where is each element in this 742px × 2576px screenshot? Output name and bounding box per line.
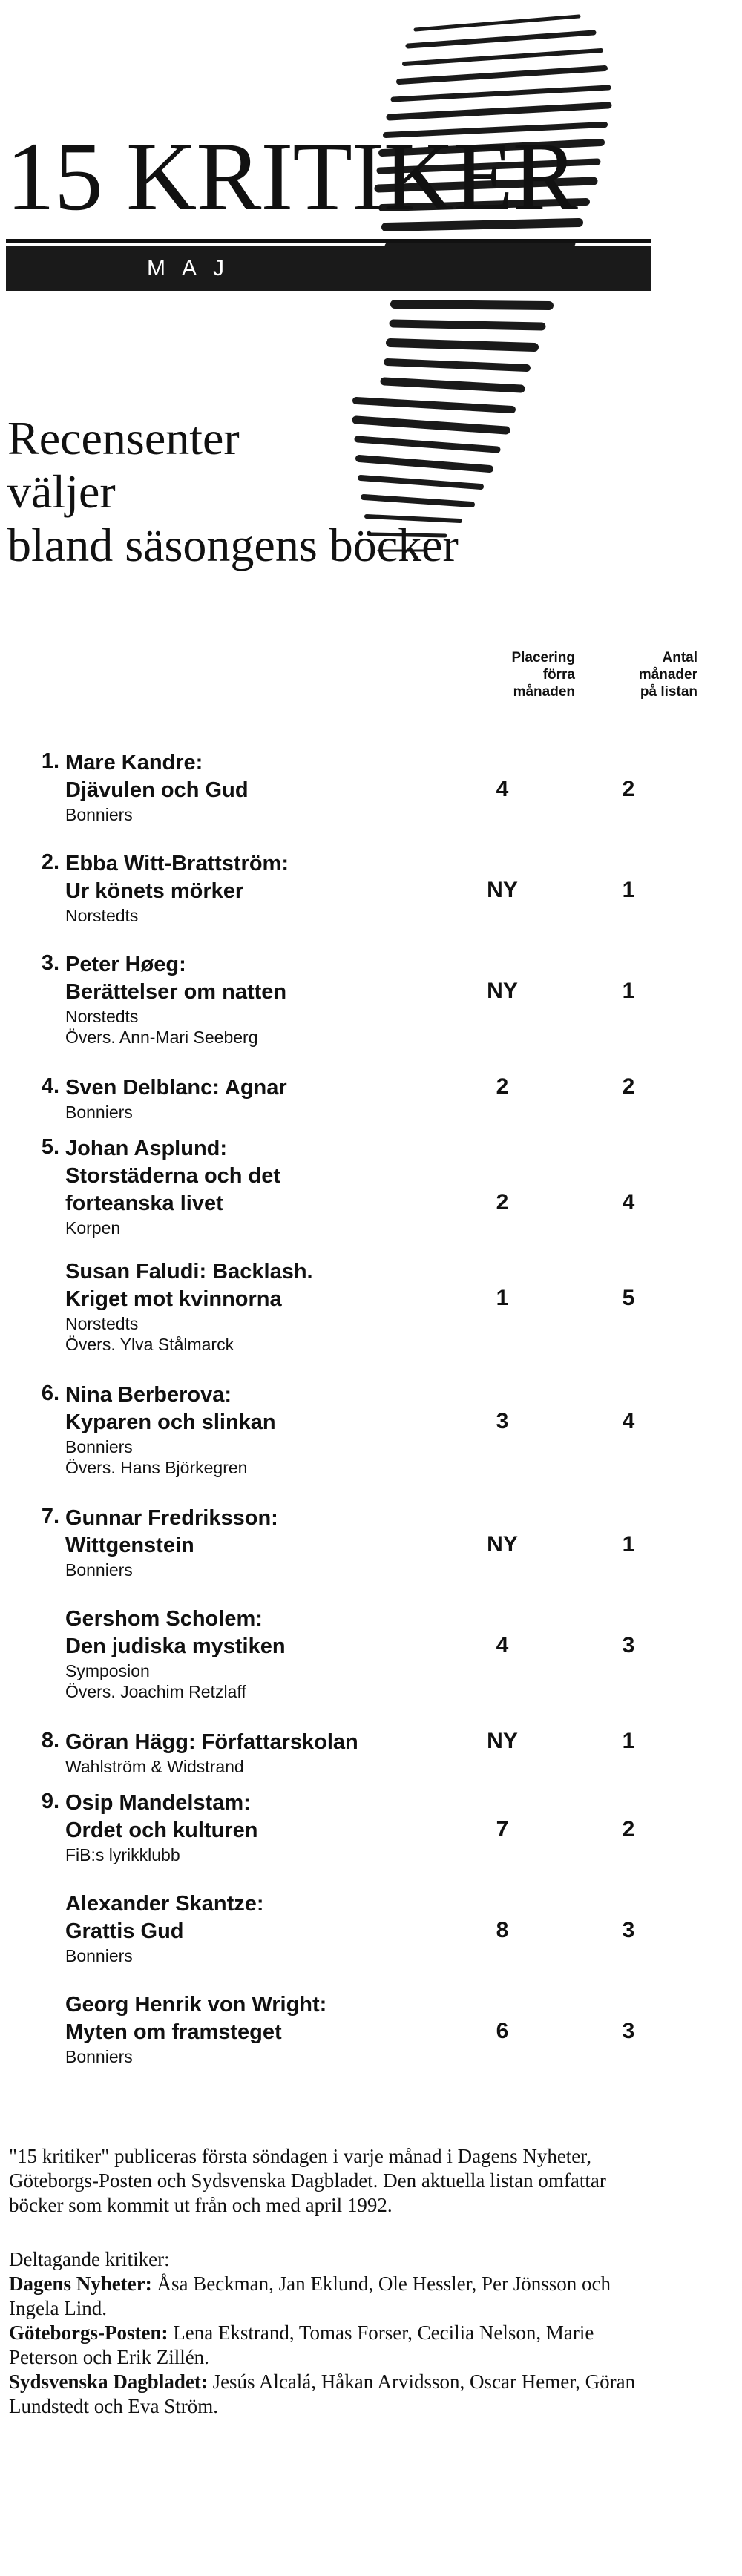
entry-months: 3 bbox=[622, 2019, 635, 2043]
entry-months: 3 bbox=[622, 1918, 635, 1942]
entry-rank: 7. bbox=[41, 1505, 59, 1528]
entry-title-line: Wittgenstein bbox=[65, 1534, 194, 1557]
entry-title-line: Sven Delblanc: Agnar bbox=[65, 1076, 287, 1100]
entry-rank: 8. bbox=[41, 1729, 59, 1752]
entry-detail: Norstedts bbox=[65, 906, 139, 925]
entry-placing: NY bbox=[487, 1532, 518, 1557]
list-item bbox=[30, 1606, 697, 1729]
entry-title-line: Grattis Gud bbox=[65, 1919, 184, 1943]
entry-rank: 6. bbox=[41, 1381, 59, 1405]
headline-line-1: Recensenter bbox=[7, 412, 240, 464]
headline-line-2: väljer bbox=[7, 465, 116, 518]
entry-title-line: Ordet och kulturen bbox=[65, 1818, 258, 1842]
entry-placing: 8 bbox=[496, 1918, 509, 1942]
headline-line-3: bland säsongens böcker bbox=[7, 519, 459, 571]
entry-title-line: Peter Høeg: bbox=[65, 953, 186, 976]
month-banner bbox=[6, 246, 651, 291]
list-item bbox=[30, 1258, 697, 1381]
entry-title-line: Kriget mot kvinnorna bbox=[65, 1287, 282, 1311]
list-item bbox=[30, 1074, 697, 1135]
critics-gp bbox=[9, 2321, 662, 2370]
entry-body bbox=[65, 951, 481, 1048]
list-item bbox=[30, 1790, 697, 1890]
entry-months: 1 bbox=[622, 878, 635, 902]
entry-placing: 1 bbox=[496, 1286, 509, 1310]
entry-title-line: Den judiska mystiken bbox=[65, 1634, 286, 1658]
entry-months: 1 bbox=[622, 979, 635, 1003]
entry-detail: Bonniers bbox=[65, 1437, 133, 1456]
entry-title-line: Gershom Scholem: bbox=[65, 1607, 263, 1631]
entry-months: 1 bbox=[622, 1729, 635, 1753]
entry-detail: Norstedts bbox=[65, 1007, 139, 1026]
entry-detail: Bonniers bbox=[65, 805, 133, 824]
entry-detail: Bonniers bbox=[65, 1103, 133, 1122]
entry-detail: Övers. Joachim Retzlaff bbox=[65, 1682, 246, 1701]
entry-placing: NY bbox=[487, 878, 518, 902]
critics-dn-names: Åsa Beckman, Jan Eklund, Ole Hessler, Per Jönsson och Ingela Lind. bbox=[9, 2273, 611, 2319]
entry-placing: 2 bbox=[496, 1190, 509, 1215]
entry-rank: 1. bbox=[41, 749, 59, 773]
entry-title-line: Susan Faludi: Backlash. bbox=[65, 1260, 313, 1284]
entry-months: 2 bbox=[622, 1817, 635, 1841]
masthead-rule bbox=[6, 239, 651, 243]
entry-rank: 4. bbox=[41, 1074, 59, 1098]
entry-body bbox=[65, 1890, 481, 1966]
entry-title-line: Ebba Witt-Brattström: bbox=[65, 852, 289, 875]
critics-sds bbox=[9, 2370, 662, 2419]
entry-rank: 9. bbox=[41, 1790, 59, 1813]
critics-gp-names: Lena Ekstrand, Tomas Forser, Cecilia Nelson, Marie Peterson och Erik Zillén. bbox=[9, 2322, 594, 2368]
entry-title-line: Myten om framsteget bbox=[65, 2020, 282, 2044]
headline bbox=[7, 412, 675, 572]
list-item bbox=[30, 1381, 697, 1505]
entry-placing: 7 bbox=[496, 1817, 509, 1841]
entry-placing: 4 bbox=[496, 777, 509, 801]
column-header-months bbox=[594, 649, 697, 700]
critics-sds-names: Jesús Alcalá, Håkan Arvidsson, Oscar Hemer, Göran Lundstedt och Eva Ström. bbox=[9, 2370, 636, 2417]
month-label: MAJ bbox=[147, 256, 240, 280]
entry-placing: 3 bbox=[496, 1409, 509, 1433]
entry-detail: Övers. Ann-Mari Seeberg bbox=[65, 1028, 258, 1047]
entry-rank: 5. bbox=[41, 1135, 59, 1159]
entry-detail: FiB:s lyrikklubb bbox=[65, 1845, 180, 1864]
entry-placing: 6 bbox=[496, 2019, 509, 2043]
entry-months: 1 bbox=[622, 1532, 635, 1557]
entry-title-line: Gunnar Fredriksson: bbox=[65, 1506, 278, 1530]
notes-intro: "15 kritiker" publiceras första söndagen i varje månad i Dagens Nyheter, Göteborgs-Posten och Sydsvenska Dagbladet. Den aktuella listan omfattar böcker som kommit ut från och med april 1992. bbox=[9, 2145, 606, 2216]
entry-body bbox=[65, 1606, 481, 1702]
list-item bbox=[30, 1505, 697, 1606]
entry-months: 4 bbox=[622, 1190, 635, 1215]
entry-title-line: Osip Mandelstam: bbox=[65, 1791, 251, 1815]
entry-body bbox=[65, 1991, 481, 2067]
list-item bbox=[30, 850, 697, 951]
entry-title-line: Ur könets mörker bbox=[65, 879, 244, 903]
list-item bbox=[30, 749, 697, 850]
entry-months: 3 bbox=[622, 1633, 635, 1657]
entry-title-line: Kyparen och slinkan bbox=[65, 1410, 276, 1434]
entry-body bbox=[65, 1135, 481, 1238]
entry-detail: Övers. Ylva Stålmarck bbox=[65, 1335, 234, 1354]
entry-title-line: Mare Kandre: bbox=[65, 751, 203, 775]
list-item bbox=[30, 1135, 697, 1258]
entry-body bbox=[65, 1381, 481, 1478]
column-header-placing-line: Placering bbox=[511, 650, 575, 666]
entry-body bbox=[65, 1258, 481, 1355]
list-item bbox=[30, 1991, 697, 2092]
entry-detail: Övers. Hans Björkegren bbox=[65, 1458, 248, 1477]
critics-dn-label: Dagens Nyheter: bbox=[9, 2273, 152, 2295]
entry-placing: 2 bbox=[496, 1074, 509, 1099]
entry-title-line: Storstäderna och det bbox=[65, 1164, 281, 1188]
entry-placing: NY bbox=[487, 979, 518, 1003]
critics-dn bbox=[9, 2272, 662, 2321]
entry-months: 2 bbox=[622, 777, 635, 801]
column-header-months-line: månader bbox=[638, 667, 697, 683]
entry-detail: Bonniers bbox=[65, 2047, 133, 2066]
column-header-months-line: på listan bbox=[640, 684, 697, 700]
entry-title-line: Georg Henrik von Wright: bbox=[65, 1993, 327, 2017]
entry-months: 4 bbox=[622, 1409, 635, 1433]
column-header-placing bbox=[471, 649, 575, 700]
entry-title-line: Göran Hägg: Författarskolan bbox=[65, 1730, 358, 1754]
entry-title-line: Nina Berberova: bbox=[65, 1383, 232, 1407]
critics-gp-label: Göteborgs-Posten: bbox=[9, 2322, 168, 2344]
entry-detail: Wahlström & Widstrand bbox=[65, 1757, 244, 1776]
entry-detail: Bonniers bbox=[65, 1560, 133, 1580]
list-item bbox=[30, 951, 697, 1074]
critics-sds-label: Sydsvenska Dagbladet: bbox=[9, 2370, 208, 2393]
entry-months: 5 bbox=[622, 1286, 635, 1310]
entry-title-line: Johan Asplund: bbox=[65, 1137, 228, 1160]
column-header-placing-line: förra bbox=[542, 667, 575, 683]
column-header-placing-line: månaden bbox=[513, 684, 575, 700]
entry-body bbox=[65, 1505, 481, 1580]
entry-body bbox=[65, 850, 481, 926]
entry-body bbox=[65, 1074, 481, 1123]
footer-notes bbox=[9, 2144, 662, 2419]
entry-detail: Symposion bbox=[65, 1661, 150, 1680]
entry-body bbox=[65, 1790, 481, 1865]
critics-heading: Deltagande kritiker: bbox=[9, 2248, 170, 2270]
list-item bbox=[30, 1729, 697, 1790]
entry-body bbox=[65, 1729, 481, 1777]
entry-placing: 4 bbox=[496, 1633, 509, 1657]
entry-placing: NY bbox=[487, 1729, 518, 1753]
entry-title-line: Djävulen och Gud bbox=[65, 778, 249, 802]
masthead-title: 15 KRITIKER bbox=[6, 122, 577, 231]
entry-rank: 2. bbox=[41, 850, 59, 874]
list-item bbox=[30, 1890, 697, 1991]
entry-body bbox=[65, 749, 481, 825]
book-list bbox=[30, 749, 697, 2092]
column-header-months-line: Antal bbox=[662, 650, 697, 666]
entry-title-line: Berättelser om natten bbox=[65, 980, 287, 1004]
entry-detail: Korpen bbox=[65, 1218, 121, 1238]
entry-title-line: Alexander Skantze: bbox=[65, 1892, 264, 1916]
entry-detail: Norstedts bbox=[65, 1314, 139, 1333]
entry-title-line: forteanska livet bbox=[65, 1192, 223, 1215]
entry-detail: Bonniers bbox=[65, 1946, 133, 1965]
entry-rank: 3. bbox=[41, 951, 59, 975]
entry-months: 2 bbox=[622, 1074, 635, 1099]
